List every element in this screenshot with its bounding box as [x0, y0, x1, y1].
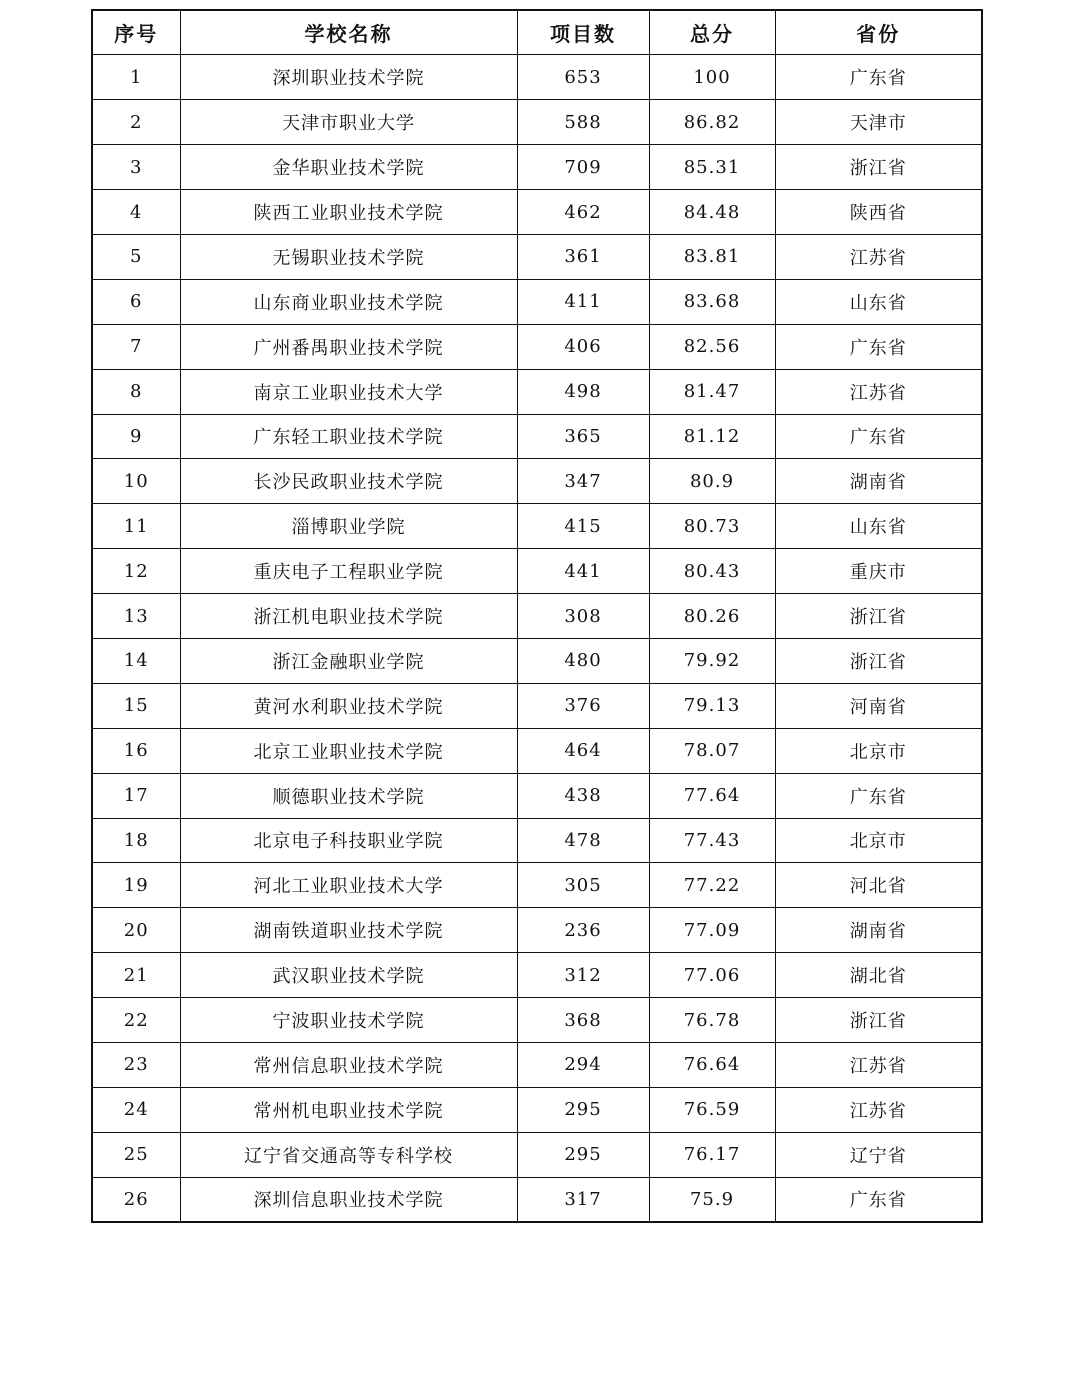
cell-school-name: 浙江机电职业技术学院	[180, 594, 517, 639]
cell-province: 河南省	[775, 683, 982, 728]
cell-province: 广东省	[775, 414, 982, 459]
cell-school-name: 深圳职业技术学院	[180, 55, 517, 100]
cell-school-name: 顺德职业技术学院	[180, 773, 517, 818]
cell-total-score: 86.82	[649, 100, 775, 145]
cell-province: 辽宁省	[775, 1132, 982, 1177]
table-body	[92, 55, 982, 1222]
cell-index: 10	[92, 459, 180, 504]
cell-province: 广东省	[775, 773, 982, 818]
cell-total-score: 77.09	[649, 908, 775, 953]
cell-total-score: 81.47	[649, 369, 775, 414]
table-row	[92, 234, 982, 279]
cell-province: 北京市	[775, 818, 982, 863]
cell-total-score: 79.13	[649, 683, 775, 728]
cell-school-name: 黄河水利职业技术学院	[180, 683, 517, 728]
cell-project-count: 462	[517, 190, 649, 235]
cell-project-count: 709	[517, 145, 649, 190]
cell-school-name: 南京工业职业技术大学	[180, 369, 517, 414]
cell-index: 19	[92, 863, 180, 908]
cell-province: 重庆市	[775, 549, 982, 594]
table-row	[92, 369, 982, 414]
cell-total-score: 76.64	[649, 1042, 775, 1087]
cell-index: 6	[92, 279, 180, 324]
cell-total-score: 77.64	[649, 773, 775, 818]
cell-total-score: 77.43	[649, 818, 775, 863]
cell-total-score: 76.17	[649, 1132, 775, 1177]
cell-province: 河北省	[775, 863, 982, 908]
cell-project-count: 317	[517, 1177, 649, 1222]
cell-province: 广东省	[775, 324, 982, 369]
cell-project-count: 415	[517, 504, 649, 549]
table-row	[92, 908, 982, 953]
cell-project-count: 361	[517, 234, 649, 279]
cell-project-count: 441	[517, 549, 649, 594]
cell-total-score: 80.73	[649, 504, 775, 549]
cell-province: 浙江省	[775, 998, 982, 1043]
cell-index: 12	[92, 549, 180, 594]
table-row	[92, 773, 982, 818]
cell-province: 山东省	[775, 279, 982, 324]
cell-index: 4	[92, 190, 180, 235]
table-row	[92, 549, 982, 594]
cell-total-score: 80.43	[649, 549, 775, 594]
table-row	[92, 55, 982, 100]
cell-total-score: 79.92	[649, 638, 775, 683]
table-row	[92, 324, 982, 369]
cell-school-name: 浙江金融职业学院	[180, 638, 517, 683]
cell-school-name: 深圳信息职业技术学院	[180, 1177, 517, 1222]
cell-school-name: 北京工业职业技术学院	[180, 728, 517, 773]
cell-project-count: 368	[517, 998, 649, 1043]
cell-school-name: 河北工业职业技术大学	[180, 863, 517, 908]
cell-index: 5	[92, 234, 180, 279]
table-row	[92, 594, 982, 639]
cell-index: 21	[92, 953, 180, 998]
cell-index: 22	[92, 998, 180, 1043]
cell-total-score: 77.22	[649, 863, 775, 908]
table-row	[92, 1042, 982, 1087]
cell-total-score: 76.59	[649, 1087, 775, 1132]
cell-school-name: 广东轻工职业技术学院	[180, 414, 517, 459]
cell-province: 湖北省	[775, 953, 982, 998]
cell-project-count: 295	[517, 1087, 649, 1132]
table-header	[92, 10, 982, 55]
cell-index: 20	[92, 908, 180, 953]
table-row	[92, 190, 982, 235]
cell-project-count: 478	[517, 818, 649, 863]
table-row	[92, 1177, 982, 1222]
cell-school-name: 北京电子科技职业学院	[180, 818, 517, 863]
header-total-score: 总分	[649, 10, 775, 55]
cell-school-name: 广州番禺职业技术学院	[180, 324, 517, 369]
cell-project-count: 294	[517, 1042, 649, 1087]
cell-project-count: 498	[517, 369, 649, 414]
cell-index: 16	[92, 728, 180, 773]
cell-project-count: 308	[517, 594, 649, 639]
cell-project-count: 480	[517, 638, 649, 683]
cell-province: 湖南省	[775, 908, 982, 953]
cell-total-score: 83.81	[649, 234, 775, 279]
header-school-name: 学校名称	[180, 10, 517, 55]
cell-project-count: 376	[517, 683, 649, 728]
cell-province: 江苏省	[775, 369, 982, 414]
table-row	[92, 683, 982, 728]
cell-index: 13	[92, 594, 180, 639]
cell-school-name: 无锡职业技术学院	[180, 234, 517, 279]
cell-project-count: 406	[517, 324, 649, 369]
cell-province: 陕西省	[775, 190, 982, 235]
cell-project-count: 305	[517, 863, 649, 908]
cell-project-count: 365	[517, 414, 649, 459]
cell-province: 江苏省	[775, 234, 982, 279]
cell-province: 江苏省	[775, 1087, 982, 1132]
cell-total-score: 85.31	[649, 145, 775, 190]
table-row	[92, 414, 982, 459]
cell-index: 1	[92, 55, 180, 100]
cell-total-score: 84.48	[649, 190, 775, 235]
cell-index: 24	[92, 1087, 180, 1132]
cell-school-name: 金华职业技术学院	[180, 145, 517, 190]
cell-total-score: 81.12	[649, 414, 775, 459]
cell-school-name: 长沙民政职业技术学院	[180, 459, 517, 504]
cell-province: 北京市	[775, 728, 982, 773]
table-row	[92, 459, 982, 504]
table-row	[92, 638, 982, 683]
cell-index: 11	[92, 504, 180, 549]
table-row	[92, 279, 982, 324]
cell-school-name: 淄博职业学院	[180, 504, 517, 549]
table-row	[92, 728, 982, 773]
header-row	[92, 10, 982, 55]
cell-province: 山东省	[775, 504, 982, 549]
cell-total-score: 78.07	[649, 728, 775, 773]
cell-index: 2	[92, 100, 180, 145]
cell-project-count: 295	[517, 1132, 649, 1177]
cell-total-score: 83.68	[649, 279, 775, 324]
cell-index: 26	[92, 1177, 180, 1222]
cell-school-name: 武汉职业技术学院	[180, 953, 517, 998]
cell-province: 江苏省	[775, 1042, 982, 1087]
table-row	[92, 953, 982, 998]
table-row	[92, 504, 982, 549]
cell-school-name: 重庆电子工程职业学院	[180, 549, 517, 594]
cell-province: 湖南省	[775, 459, 982, 504]
cell-index: 25	[92, 1132, 180, 1177]
cell-school-name: 常州机电职业技术学院	[180, 1087, 517, 1132]
cell-province: 浙江省	[775, 594, 982, 639]
table-row	[92, 100, 982, 145]
table-row	[92, 998, 982, 1043]
cell-total-score: 77.06	[649, 953, 775, 998]
cell-project-count: 411	[517, 279, 649, 324]
cell-province: 广东省	[775, 1177, 982, 1222]
cell-total-score: 80.9	[649, 459, 775, 504]
header-index: 序号	[92, 10, 180, 55]
cell-total-score: 82.56	[649, 324, 775, 369]
cell-province: 浙江省	[775, 638, 982, 683]
cell-project-count: 653	[517, 55, 649, 100]
cell-project-count: 438	[517, 773, 649, 818]
cell-school-name: 陕西工业职业技术学院	[180, 190, 517, 235]
header-project-count: 项目数	[517, 10, 649, 55]
cell-total-score: 80.26	[649, 594, 775, 639]
cell-index: 15	[92, 683, 180, 728]
cell-province: 天津市	[775, 100, 982, 145]
cell-index: 7	[92, 324, 180, 369]
cell-index: 18	[92, 818, 180, 863]
table-row	[92, 1087, 982, 1132]
cell-province: 浙江省	[775, 145, 982, 190]
cell-school-name: 天津市职业大学	[180, 100, 517, 145]
cell-province: 广东省	[775, 55, 982, 100]
cell-school-name: 辽宁省交通高等专科学校	[180, 1132, 517, 1177]
cell-school-name: 湖南铁道职业技术学院	[180, 908, 517, 953]
cell-school-name: 常州信息职业技术学院	[180, 1042, 517, 1087]
cell-index: 3	[92, 145, 180, 190]
cell-project-count: 347	[517, 459, 649, 504]
cell-index: 23	[92, 1042, 180, 1087]
cell-project-count: 312	[517, 953, 649, 998]
cell-school-name: 山东商业职业技术学院	[180, 279, 517, 324]
cell-project-count: 236	[517, 908, 649, 953]
table-row	[92, 145, 982, 190]
cell-school-name: 宁波职业技术学院	[180, 998, 517, 1043]
cell-index: 17	[92, 773, 180, 818]
cell-total-score: 76.78	[649, 998, 775, 1043]
header-province: 省份	[775, 10, 982, 55]
cell-index: 14	[92, 638, 180, 683]
cell-project-count: 588	[517, 100, 649, 145]
cell-total-score: 100	[649, 55, 775, 100]
cell-index: 9	[92, 414, 180, 459]
cell-total-score: 75.9	[649, 1177, 775, 1222]
cell-index: 8	[92, 369, 180, 414]
ranking-table	[91, 9, 983, 1223]
cell-project-count: 464	[517, 728, 649, 773]
table-row	[92, 863, 982, 908]
table-row	[92, 1132, 982, 1177]
table-row	[92, 818, 982, 863]
